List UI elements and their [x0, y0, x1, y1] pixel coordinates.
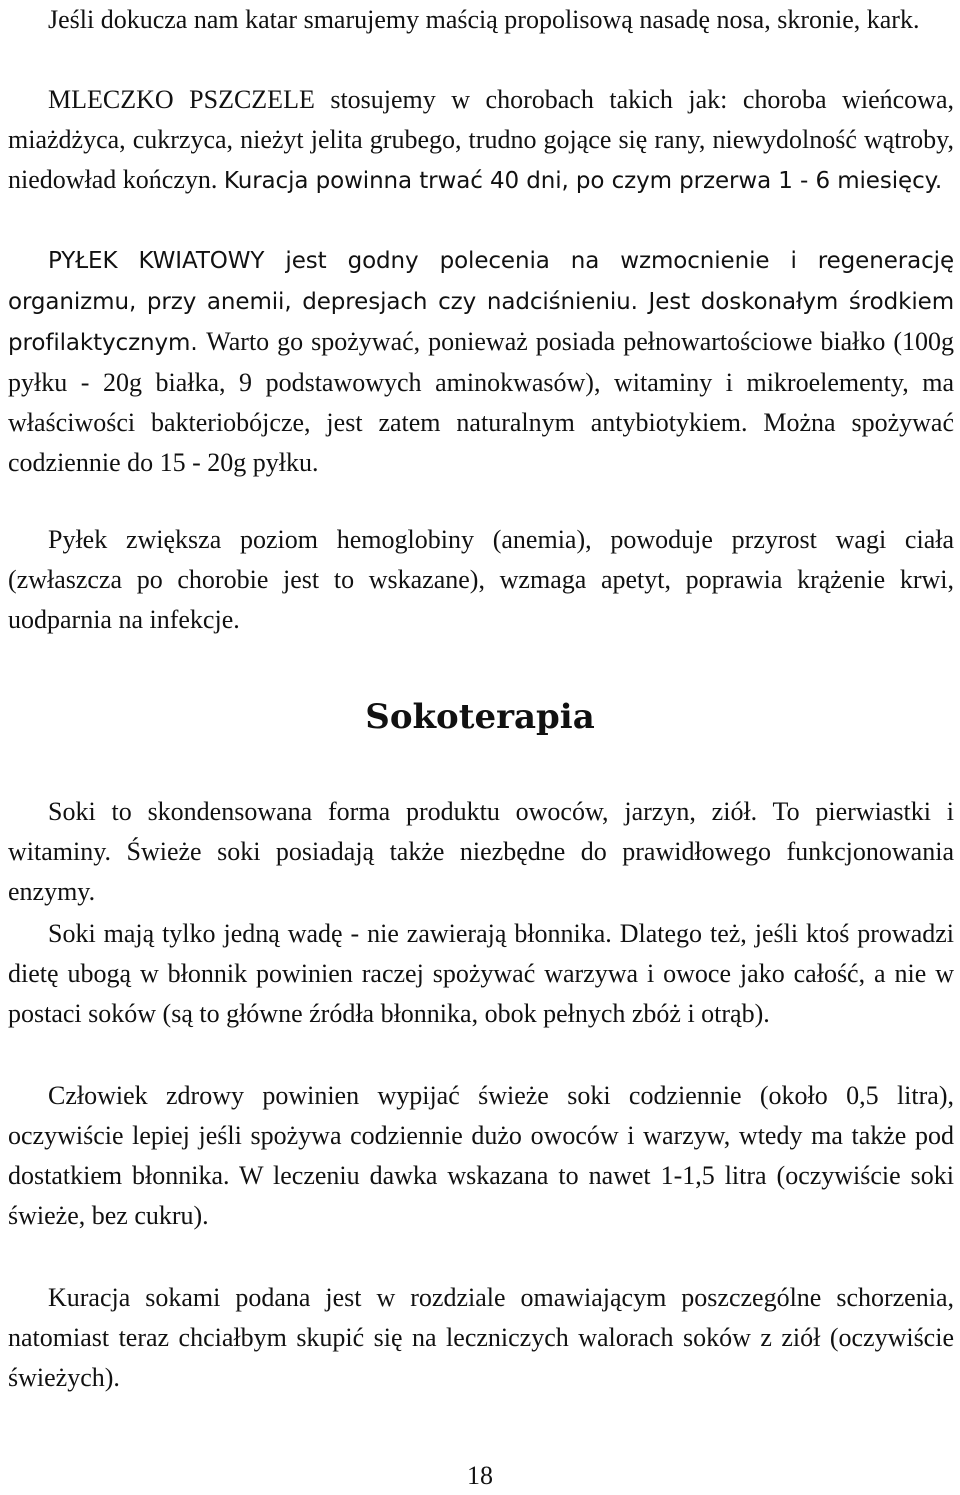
paragraph-pylek-intro-text: PYŁEK KWIATOWY jest godny polecenia na wzmocnienie i regenerację organizmu, przy anemii, depresjach czy nadciśnieniu. Jest doskonałym środkiem profilaktycznym. [8, 248, 954, 356]
paragraph-soki-forma [8, 792, 954, 912]
paragraph-czlowiek-zdrowy-text: Człowiek zdrowy powinien wypijać świeże soki codziennie (około 0,5 litra), oczywiście lepiej jeśli spożywa codziennie dużo owoców i warzyw, wtedy ma także pod dostatkiem błonnika. W leczeniu dawka wskazana to nawet 1-1,5 litra (oczywiście soki świeże, bez cukru). [8, 1081, 954, 1230]
paragraph-soki-wada-text: Soki mają tylko jedną wadę - nie zawierają błonnika. Dlatego też, jeśli ktoś prowadzi dietę ubogą w błonnik powinien raczej spożywać warzywa i owoce jako całość, a nie w postaci soków (są to główne źródła błonnika, obok pełnych zbóż i otrąb). [8, 919, 954, 1028]
paragraph-pylek-hemoglobina-text: Pyłek zwiększa poziom hemoglobiny (anemia), powoduje przyrost wagi ciała (zwłaszcza po chorobie jest to wskazane), wzmaga apetyt, poprawia krążenie krwi, uodparnia na infekcje. [8, 525, 954, 634]
paragraph-pylek-kwiatowy [8, 240, 954, 483]
paragraph-czlowiek-zdrowy [8, 1076, 954, 1236]
paragraph-mleczko-pszczele [8, 80, 954, 201]
paragraph-mleczko-text: MLECZKO PSZCZELE stosujemy w chorobach takich jak: choroba wieńcowa, miażdżyca, cukrzyca, nieżyt jelita grubego, trudno gojące się rany, niewydolność wątroby, niedowład kończyn. [8, 85, 954, 194]
paragraph-soki-wada [8, 914, 954, 1034]
section-heading-sokoterapia: Sokoterapia [365, 697, 595, 737]
paragraph-kuracja-sokami [8, 1278, 954, 1398]
page-number: 18 [467, 1461, 493, 1490]
paragraph-soki-forma-text: Soki to skondensowana forma produktu owoców, jarzyn, ziół. To pierwiastki i witaminy. Świeże soki posiadają także niezbędne do prawidłowego funkcjonowania enzymy. [8, 797, 954, 906]
paragraph-pylek-hemoglobina [8, 520, 954, 640]
paragraph-mleczko-kuracja-text: Kuracja powinna trwać 40 dni, po czym przerwa 1 - 6 miesięcy. [223, 168, 943, 194]
paragraph-pylek-details-text: Warto go spożywać, ponieważ posiada pełnowartościowe białko (100g pyłku - 20g białka, 9 podstawowych aminokwasów), witaminy i mikroelementy, ma właściwości bakteriobójcze, jest zatem naturalnym antybiotykiem. Można spożywać codziennie do 15 - 20g pyłku. [8, 327, 954, 477]
paragraph-katar [8, 0, 954, 40]
paragraph-kuracja-sokami-text: Kuracja sokami podana jest w rozdziale omawiającym poszczególne schorzenia, natomiast teraz chciałbym skupić się na leczniczych walorach soków z ziół (oczywiście świeżych). [8, 1283, 954, 1392]
paragraph-katar-text: Jeśli dokucza nam katar smarujemy maścią propolisową nasadę nosa, skronie, kark. [48, 5, 920, 34]
